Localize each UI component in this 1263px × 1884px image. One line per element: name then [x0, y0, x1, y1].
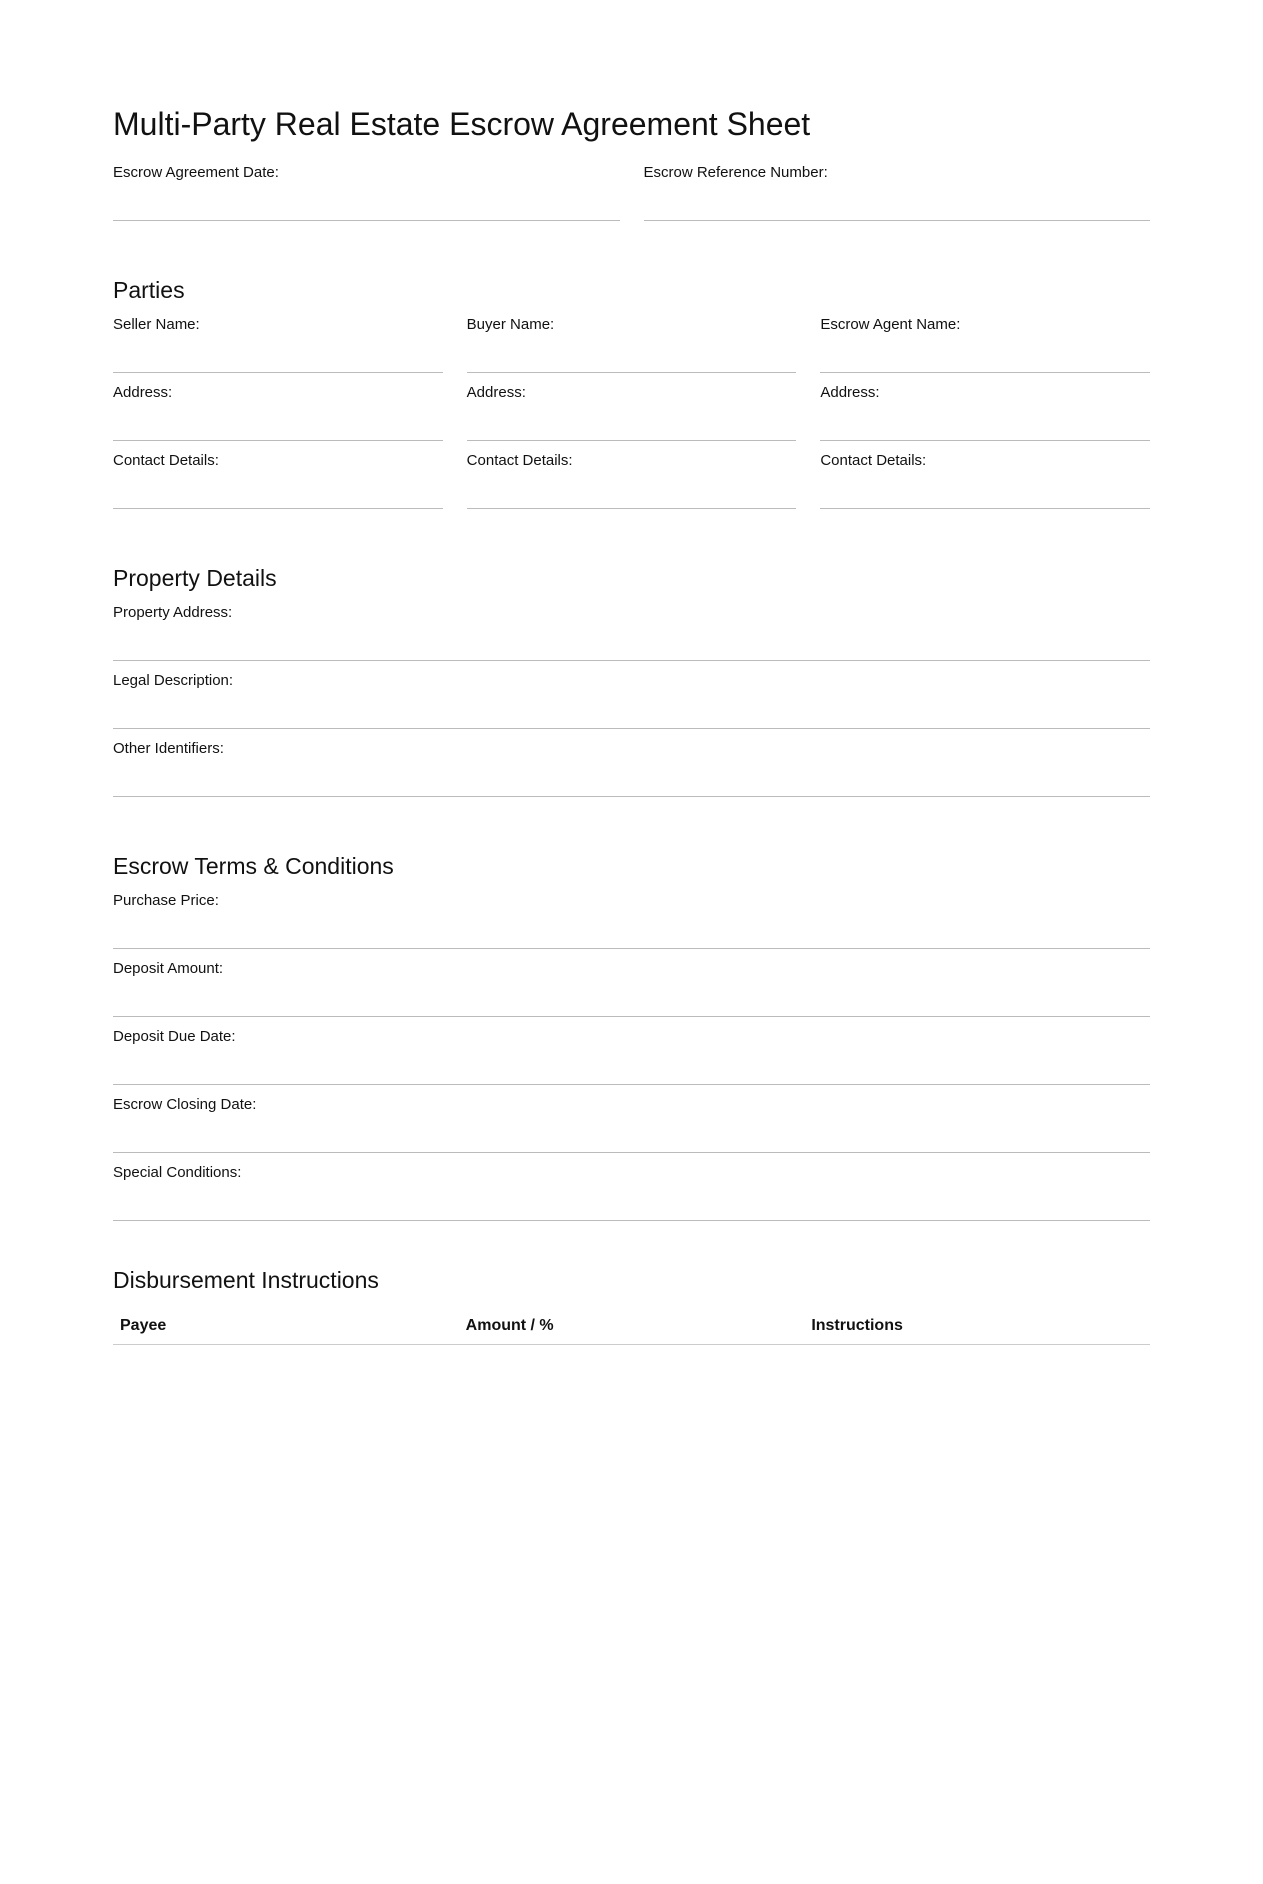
special-conditions-input[interactable] [113, 1190, 1150, 1220]
instructions-column-header: Instructions [804, 1307, 1150, 1345]
escrow-reference-number-field [644, 153, 1151, 221]
escrow-agent-address-field [820, 373, 1150, 441]
terms-heading: Escrow Terms & Conditions [113, 853, 394, 879]
property-address-field [113, 593, 1150, 661]
parties-section [113, 275, 1150, 509]
property-address-input[interactable] [113, 630, 1150, 660]
buyer-name-input[interactable] [467, 342, 797, 372]
purchase-price-input[interactable] [113, 918, 1150, 948]
escrow-closing-date-label: Escrow Closing Date: [113, 1096, 257, 1113]
property-address-label: Property Address: [113, 604, 233, 621]
seller-column [113, 305, 443, 509]
legal-description-label: Legal Description: [113, 672, 234, 689]
escrow-agent-contact-input[interactable] [820, 478, 1150, 508]
escrow-reference-number-label: Escrow Reference Number: [643, 164, 828, 181]
escrow-agent-name-label: Escrow Agent Name: [820, 316, 961, 333]
buyer-address-label: Address: [466, 384, 526, 401]
seller-name-input[interactable] [113, 342, 443, 372]
seller-contact-label: Contact Details: [113, 452, 219, 469]
disbursement-heading: Disbursement Instructions [113, 1267, 379, 1293]
purchase-price-label: Purchase Price: [113, 892, 219, 909]
parties-heading: Parties [113, 277, 185, 303]
buyer-contact-label: Contact Details: [466, 452, 573, 469]
escrow-agreement-date-label: Escrow Agreement Date: [113, 164, 279, 181]
escrow-closing-date-field [113, 1085, 1150, 1153]
escrow-agent-address-label: Address: [820, 384, 880, 401]
payee-column-header: Payee [113, 1307, 459, 1345]
seller-contact-input[interactable] [113, 478, 443, 508]
deposit-due-date-label: Deposit Due Date: [113, 1028, 236, 1045]
escrow-agent-address-input[interactable] [820, 410, 1150, 440]
buyer-address-input[interactable] [467, 410, 797, 440]
other-identifiers-input[interactable] [113, 766, 1150, 796]
deposit-due-date-field [113, 1017, 1150, 1085]
escrow-agent-contact-label: Contact Details: [820, 452, 927, 469]
terms-section [113, 851, 1150, 1221]
seller-address-field [113, 373, 443, 441]
parties-columns [113, 305, 1150, 509]
header-fields [113, 153, 1150, 221]
escrow-agent-column [820, 305, 1150, 509]
seller-contact-field [113, 441, 443, 509]
deposit-amount-input[interactable] [113, 986, 1150, 1016]
escrow-agent-name-field [820, 305, 1150, 373]
other-identifiers-field [113, 729, 1150, 797]
escrow-agreement-date-field [113, 153, 620, 221]
deposit-amount-label: Deposit Amount: [113, 960, 224, 977]
buyer-contact-input[interactable] [467, 478, 797, 508]
escrow-reference-number-input[interactable] [644, 190, 1151, 220]
escrow-closing-date-input[interactable] [113, 1122, 1150, 1152]
property-heading: Property Details [113, 565, 277, 591]
buyer-name-field [467, 305, 797, 373]
buyer-column [467, 305, 797, 509]
page-title: Multi-Party Real Estate Escrow Agreement Sheet [113, 106, 811, 142]
seller-address-label: Address: [113, 384, 173, 401]
deposit-amount-field [113, 949, 1150, 1017]
disbursement-table [113, 1307, 1150, 1345]
disbursement-header-row [113, 1307, 1150, 1345]
seller-name-label: Seller Name: [113, 316, 200, 333]
deposit-due-date-input[interactable] [113, 1054, 1150, 1084]
seller-name-field [113, 305, 443, 373]
legal-description-input[interactable] [113, 698, 1150, 728]
escrow-agent-contact-field [820, 441, 1150, 509]
purchase-price-field [113, 881, 1150, 949]
property-section [113, 563, 1150, 797]
buyer-contact-field [467, 441, 797, 509]
amount-column-header: Amount / % [459, 1307, 805, 1345]
buyer-address-field [467, 373, 797, 441]
special-conditions-label: Special Conditions: [113, 1164, 242, 1181]
buyer-name-label: Buyer Name: [466, 316, 555, 333]
escrow-agent-name-input[interactable] [820, 342, 1150, 372]
other-identifiers-label: Other Identifiers: [113, 740, 224, 757]
seller-address-input[interactable] [113, 410, 443, 440]
escrow-agreement-date-input[interactable] [113, 190, 620, 220]
legal-description-field [113, 661, 1150, 729]
special-conditions-field [113, 1153, 1150, 1221]
disbursement-section [113, 1265, 1150, 1345]
